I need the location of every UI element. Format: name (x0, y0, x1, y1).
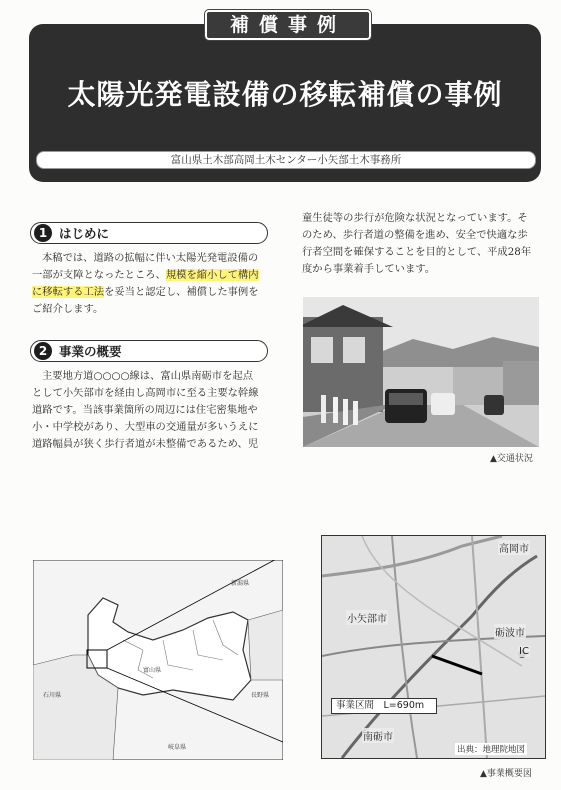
section-header-overview (30, 340, 268, 362)
section-title: 事業の概要 (59, 344, 122, 359)
section-title: はじめに (59, 226, 110, 241)
label-nanto: 南砺市 (362, 728, 394, 743)
prefecture-map (33, 560, 283, 760)
text-line: のため、歩行者道の整備を進め、安全で快適な歩 (302, 229, 528, 241)
detail-map-roads-image (322, 536, 545, 758)
traffic-scene-image (303, 297, 539, 447)
text-line (32, 284, 282, 301)
text-line: 本稿では、道路の拡幅に伴い太陽光発電設備の (42, 252, 259, 264)
text-line (32, 267, 282, 284)
page-title: 太陽光発電設備の移転補償の事例 (67, 78, 503, 111)
label-tonami: 砺波市 (494, 624, 526, 639)
category-tag: 補償事例 (205, 10, 371, 40)
detail-map (321, 535, 546, 759)
text-line: として小矢部市を経由し高岡市に至る主要な幹線 (32, 387, 259, 399)
label-niigata: 新潟県 (231, 580, 250, 587)
label-nagano: 長野県 (251, 692, 270, 699)
label-oyabe: 小矢部市 (346, 610, 388, 625)
text-line: 度から事業着手しています。 (302, 263, 436, 275)
label-ic: IC (519, 646, 529, 657)
section-number: 2 (34, 342, 52, 360)
text-line: ご紹介します。 (32, 303, 104, 315)
photo-caption: ▲交通状況 (490, 454, 533, 464)
label-gifu: 岐阜県 (168, 744, 187, 751)
text-span: 一部が支障となったところ、 (32, 269, 166, 281)
organization-bar: 富山県土木部高岡土木センター小矢部土木事務所 (36, 151, 536, 169)
label-ishikawa: 石川県 (43, 692, 62, 699)
highlighted-text: 規模を縮小して構内 (165, 269, 259, 281)
right-column-paragraph (302, 210, 547, 278)
intro-paragraph (32, 250, 282, 318)
text-line: 主要地方道○○○○線は、富山県南砺市を起点 (42, 370, 253, 382)
highlighted-text: に移転する工法 (32, 286, 105, 298)
text-line: 道路です。当該事業箇所の周辺には住宅密集地や (32, 404, 258, 416)
map-source: 出典：地理院地図 (457, 745, 526, 755)
map-caption: ▲事業概要図 (480, 769, 532, 779)
text-line: 道路幅員が狭く歩行者道が未整備であるため、児 (32, 438, 259, 450)
overview-paragraph (32, 368, 284, 453)
label-toyama: 富山県 (143, 667, 162, 674)
text-span: を妥当と認定し、補償した事例を (104, 286, 259, 298)
prefecture-outline-image (33, 560, 283, 760)
section-header-intro (30, 222, 268, 244)
label-takaoka: 高岡市 (498, 540, 530, 555)
text-line: 童生徒等の歩行が危険な状況となっています。そ (302, 212, 528, 224)
section-number: 1 (34, 224, 52, 242)
traffic-photo (303, 297, 539, 447)
text-line: 行者空間を確保することを目的として、平成28年 (302, 246, 532, 258)
text-line: 小・中学校があり、大型車の交通量が多いうえに (32, 421, 259, 433)
project-section-label: 事業区間 L=690m (331, 698, 437, 714)
